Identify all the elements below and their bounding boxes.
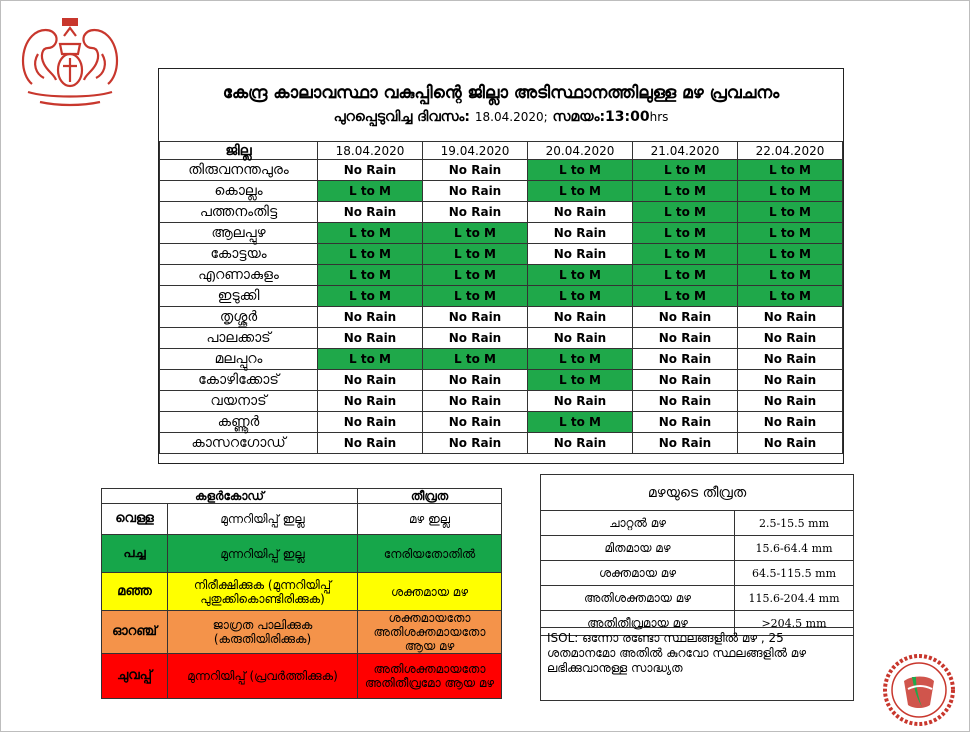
forecast-cell: L to M <box>528 181 633 202</box>
forecast-header <box>159 69 843 142</box>
forecast-cell: L to M <box>528 286 633 307</box>
date-header: 21.04.2020 <box>633 142 738 160</box>
forecast-cell: No Rain <box>528 433 633 454</box>
forecast-cell: L to M <box>738 244 843 265</box>
date-header: 20.04.2020 <box>528 142 633 160</box>
legend-row <box>102 573 502 611</box>
table-row <box>160 412 843 433</box>
legend-severity: ശക്തമായ മഴ <box>358 573 502 611</box>
table-row <box>160 391 843 412</box>
district-name: കണ്ണൂർ <box>160 412 318 433</box>
legend-severity: ശക്തമായതോ അതിശക്തമായതോ ആയ മഴ <box>358 611 502 654</box>
issued-line <box>159 109 843 125</box>
forecast-cell: No Rain <box>318 412 423 433</box>
district-name: ഇടുക്കി <box>160 286 318 307</box>
forecast-cell: No Rain <box>423 160 528 181</box>
intensity-label: ചാറ്റൽ മഴ <box>541 511 735 536</box>
intensity-row <box>541 536 854 561</box>
ksdma-logo-icon <box>882 653 956 727</box>
intensity-range: 64.5-115.5 mm <box>735 561 854 586</box>
legend-row <box>102 611 502 654</box>
legend-severity: നേരിയതോതിൽ <box>358 535 502 573</box>
forecast-cell: No Rain <box>318 160 423 181</box>
forecast-cell: No Rain <box>318 370 423 391</box>
forecast-cell: No Rain <box>423 307 528 328</box>
forecast-cell: L to M <box>423 223 528 244</box>
forecast-cell: L to M <box>528 349 633 370</box>
forecast-cell: No Rain <box>633 433 738 454</box>
forecast-cell: No Rain <box>318 391 423 412</box>
table-row <box>160 349 843 370</box>
legend-color-name: ഓറഞ്ച് <box>102 611 168 654</box>
issued-date: 18.04.2020; <box>474 110 548 124</box>
legend-color-name: പച്ച <box>102 535 168 573</box>
forecast-cell: L to M <box>633 286 738 307</box>
page-title: കേന്ദ്ര കാലാവസ്ഥാ വകുപ്പിന്റെ ജില്ലാ അടിസ്ഥാനത്തിലുള്ള മഴ പ്രവചനം <box>222 83 780 103</box>
forecast-cell: L to M <box>738 181 843 202</box>
intensity-range: 2.5-15.5 mm <box>735 511 854 536</box>
forecast-cell: No Rain <box>738 433 843 454</box>
forecast-cell: No Rain <box>738 328 843 349</box>
intensity-range: >204.5 mm <box>735 611 854 636</box>
forecast-grid <box>159 141 843 454</box>
legend-severity: മഴ ഇല്ല <box>358 504 502 535</box>
time-label: സമയം: <box>552 109 606 125</box>
forecast-cell: No Rain <box>633 391 738 412</box>
legend-warning: മുന്നറിയിപ്പ് ഇല്ല <box>168 504 358 535</box>
legend-color-name: ചുവപ്പ് <box>102 654 168 699</box>
district-name: മലപ്പുറം <box>160 349 318 370</box>
legend-code-header: കളർകോഡ് <box>102 489 358 504</box>
forecast-cell: No Rain <box>423 412 528 433</box>
forecast-cell: No Rain <box>318 202 423 223</box>
date-header: 18.04.2020 <box>318 142 423 160</box>
intensity-label: ശക്തമായ മഴ <box>541 561 735 586</box>
forecast-cell: No Rain <box>423 181 528 202</box>
district-column-header: ജില്ല <box>160 142 318 160</box>
forecast-cell: No Rain <box>738 307 843 328</box>
table-row <box>160 244 843 265</box>
table-row <box>160 265 843 286</box>
legend-warning: മുന്നറിയിപ്പ് (പ്രവർത്തിക്കുക) <box>168 654 358 699</box>
intensity-label: അതിതീവ്രമായ മഴ <box>541 611 735 636</box>
table-row <box>160 328 843 349</box>
forecast-cell: L to M <box>633 223 738 244</box>
table-row <box>160 181 843 202</box>
forecast-cell: L to M <box>633 265 738 286</box>
forecast-cell: L to M <box>318 265 423 286</box>
forecast-cell: L to M <box>633 202 738 223</box>
district-name: തിരുവനന്തപുരം <box>160 160 318 181</box>
legend-row <box>102 504 502 535</box>
forecast-cell: No Rain <box>528 328 633 349</box>
legend-color-name: വെള്ള <box>102 504 168 535</box>
legend-warning: മുന്നറിയിപ്പ് ഇല്ല <box>168 535 358 573</box>
forecast-cell: L to M <box>423 244 528 265</box>
forecast-cell: L to M <box>423 265 528 286</box>
forecast-cell: L to M <box>318 349 423 370</box>
forecast-cell: No Rain <box>528 202 633 223</box>
date-header: 19.04.2020 <box>423 142 528 160</box>
forecast-cell: L to M <box>738 223 843 244</box>
forecast-cell: No Rain <box>528 391 633 412</box>
forecast-cell: No Rain <box>738 391 843 412</box>
district-name: കൊല്ലം <box>160 181 318 202</box>
forecast-cell: No Rain <box>738 370 843 391</box>
forecast-cell: No Rain <box>318 433 423 454</box>
forecast-cell: L to M <box>318 223 423 244</box>
legend-row <box>102 654 502 699</box>
intensity-title: മഴയുടെ തീവ്രത <box>541 475 854 511</box>
table-row <box>160 286 843 307</box>
forecast-cell: L to M <box>318 181 423 202</box>
forecast-cell: No Rain <box>423 328 528 349</box>
forecast-cell: No Rain <box>528 307 633 328</box>
forecast-cell: L to M <box>738 286 843 307</box>
table-row <box>160 307 843 328</box>
forecast-cell: No Rain <box>318 307 423 328</box>
time-value: 13:00 <box>605 109 650 125</box>
intensity-range: 15.6-64.4 mm <box>735 536 854 561</box>
district-name: എറണാകുളം <box>160 265 318 286</box>
forecast-cell: No Rain <box>738 349 843 370</box>
intensity-row <box>541 511 854 536</box>
forecast-cell: No Rain <box>423 202 528 223</box>
forecast-cell: L to M <box>528 265 633 286</box>
legend-warning: നിരീക്ഷിക്കുക (മുന്നറിയിപ്പ് പുതുക്കികൊണ്ടിരിക്കുക) <box>168 573 358 611</box>
district-name: ആലപ്പുഴ <box>160 223 318 244</box>
table-row <box>160 223 843 244</box>
forecast-cell: L to M <box>318 244 423 265</box>
forecast-cell: No Rain <box>738 412 843 433</box>
forecast-cell: L to M <box>738 160 843 181</box>
forecast-cell: L to M <box>423 349 528 370</box>
intensity-row <box>541 586 854 611</box>
table-row <box>160 370 843 391</box>
forecast-cell: No Rain <box>528 244 633 265</box>
forecast-cell: L to M <box>633 181 738 202</box>
forecast-cell: No Rain <box>633 412 738 433</box>
forecast-cell: L to M <box>633 244 738 265</box>
forecast-cell: L to M <box>528 370 633 391</box>
forecast-cell: L to M <box>633 160 738 181</box>
forecast-cell: No Rain <box>633 370 738 391</box>
legend-color-name: മഞ്ഞ <box>102 573 168 611</box>
forecast-cell: L to M <box>423 286 528 307</box>
intensity-label: അതിശക്തമായ മഴ <box>541 586 735 611</box>
kerala-emblem-icon <box>14 14 126 110</box>
intensity-label: മിതമായ മഴ <box>541 536 735 561</box>
color-code-legend <box>101 488 502 699</box>
table-row <box>160 433 843 454</box>
forecast-cell: L to M <box>738 265 843 286</box>
legend-severity-header: തീവ്രത <box>358 489 502 504</box>
forecast-cell: No Rain <box>318 328 423 349</box>
date-header: 22.04.2020 <box>738 142 843 160</box>
legend-severity: അതിശക്തമായതോ അതിതീവ്രമോ ആയ മഴ <box>358 654 502 699</box>
forecast-cell: L to M <box>318 286 423 307</box>
district-forecast-table <box>158 68 844 464</box>
district-name: വയനാട് <box>160 391 318 412</box>
table-row <box>160 160 843 181</box>
time-unit: hrs <box>649 110 669 124</box>
forecast-cell: No Rain <box>633 349 738 370</box>
intensity-row <box>541 561 854 586</box>
district-name: കോഴിക്കോട് <box>160 370 318 391</box>
legend-row <box>102 535 502 573</box>
district-name: കോട്ടയം <box>160 244 318 265</box>
issued-label: പുറപ്പെടുവിച്ച ദിവസം: <box>333 109 471 125</box>
district-name: കാസറഗോഡ് <box>160 433 318 454</box>
forecast-cell: L to M <box>528 160 633 181</box>
forecast-cell: No Rain <box>423 391 528 412</box>
forecast-cell: No Rain <box>633 328 738 349</box>
forecast-cell: No Rain <box>528 223 633 244</box>
forecast-cell: L to M <box>528 412 633 433</box>
forecast-cell: L to M <box>738 202 843 223</box>
isol-note: ISOL: ഒന്നോ രണ്ടോ സ്ഥലങ്ങളിൽ മഴ , 25 ശതമാനമോ അതിൽ കുറവോ സ്ഥലങ്ങളിൽ മഴ ലഭിക്കുവാനുള്ള സാദ്ധ്യത <box>540 627 854 701</box>
rain-intensity-table <box>540 474 854 636</box>
district-name: പാലക്കാട് <box>160 328 318 349</box>
legend-warning: ജാഗ്രത പാലിക്കുക (കരുതിയിരിക്കുക) <box>168 611 358 654</box>
forecast-cell: No Rain <box>423 370 528 391</box>
intensity-range: 115.6-204.4 mm <box>735 586 854 611</box>
table-row <box>160 202 843 223</box>
forecast-cell: No Rain <box>423 433 528 454</box>
district-name: തൃശ്ശൂർ <box>160 307 318 328</box>
district-name: പത്തനംതിട്ട <box>160 202 318 223</box>
forecast-cell: No Rain <box>633 307 738 328</box>
